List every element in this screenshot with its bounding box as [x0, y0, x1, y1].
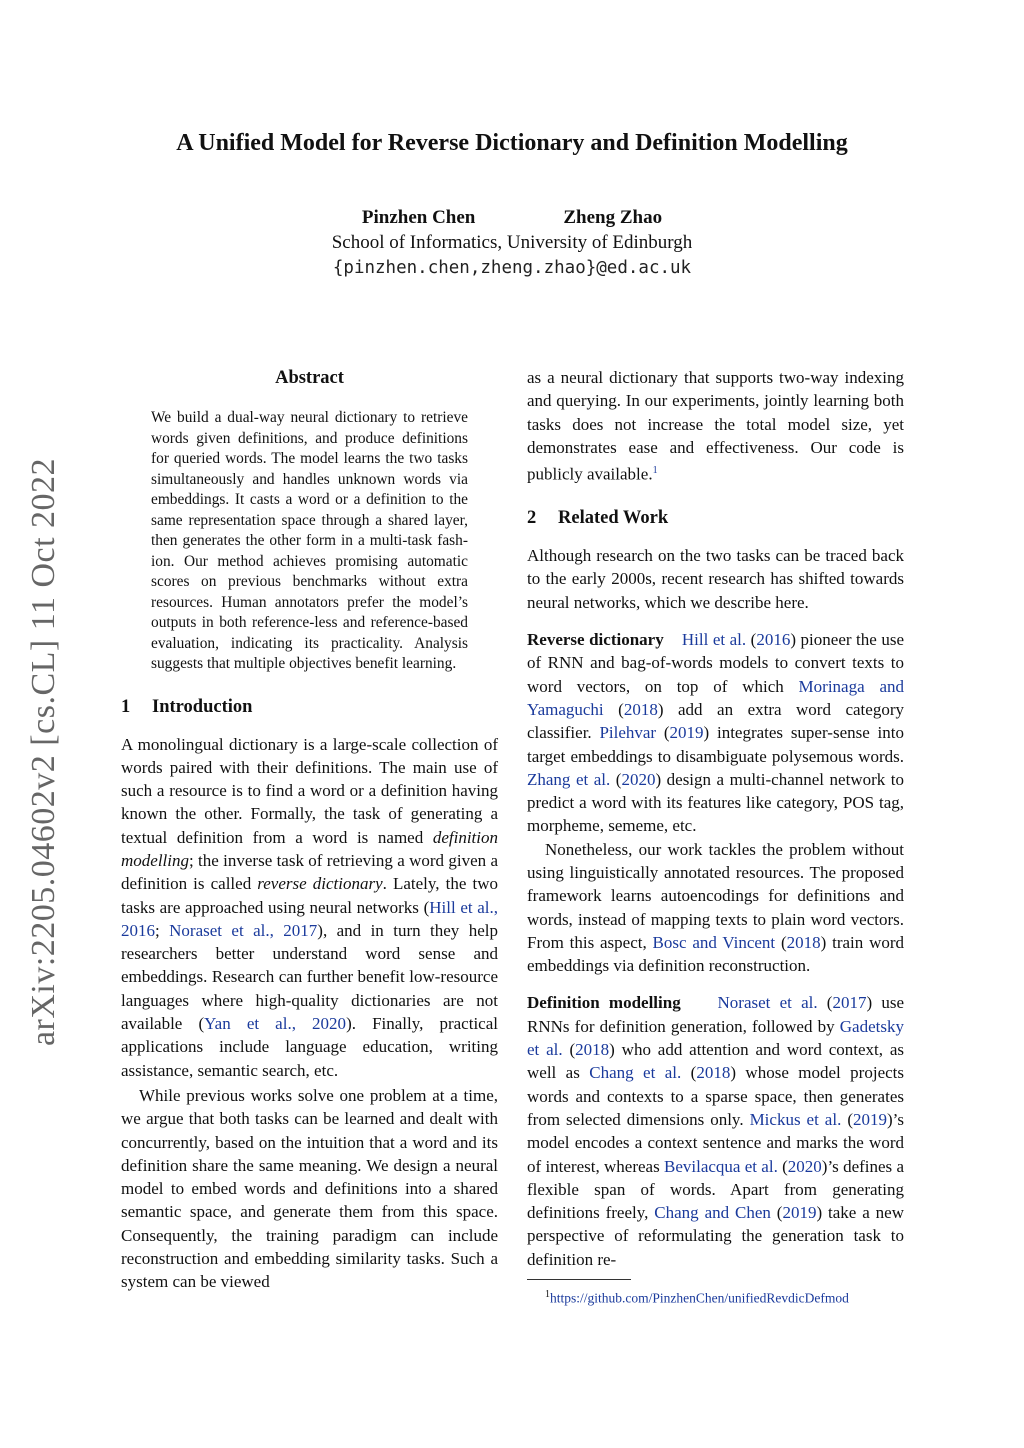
intro-paragraph-3: as a neural dictionary that supports two-way indexing and querying. In our experiments, jointly learning both tasks does not increase the total model size, yet demonstrates ease and effectiveness. Our code is publicly available.$^1$ [527, 368, 904, 484]
abstract-heading: Abstract [275, 368, 344, 388]
nonetheless-paragraph: Nonetheless, our work tackles the problem without using linguistically annotated resources. The proposed framework learns autoencodings for definitions and words, instead of mapping texts to plain word vectors. From this aspect, Bosc and Vincent (2018) train word embeddings via definition reconstruction. [527, 839, 905, 976]
intro-paragraph-1: A monolingual dictionary is a large-scale collection of words paired with their definitions. The main use of such a resource is to find a word or a definition having known the other. Formally, the task of generating a textual definition from a word is named definition modelling; the inverse task of retrieving a word given a definition is called reverse dictionary. Lately, the two tasks are approached using neural networks (Hill et al., 2016; Noraset et al., 2017), and in turn they help researchers better understand word sense and embeddings. Research can further benefit low-resource languages where high-quality dictionaries are not available (Yan et al., 2020). Finally, practical applications include language education, writing assistance, semantic search, etc. [121, 734, 498, 1080]
citation-link[interactable]: Bosc and Vincent [652, 932, 776, 952]
abstract-text: We build a dual-way neural dictionary to retrieve words given definitions, and produce definitions for queried words. The model learns the two tasks simultaneously and handles unknown words via embeddings. It casts a word or a definition to the same representation space through a shared layer, then generates the other form in a multi-task fashion. Our method achieves promising automatic scores on previous benchmarks without extra resources. Human annotators prefer the model’s outputs in both reference-less and reference-based evaluation, indicating its practicality. Analysis suggests that multiple objectives benefit learning. [151, 409, 468, 672]
citation-year-link[interactable]: 2020 [621, 769, 656, 789]
footnote-rule [527, 1279, 631, 1280]
citation-link[interactable]: Chang and Chen [654, 1203, 771, 1223]
citation-year-link[interactable]: 2019 [669, 723, 704, 743]
author-name: Pinzhen Chen [361, 207, 476, 228]
left-column [121, 366, 498, 1294]
citation-link[interactable]: Gadetsky et al. [527, 1016, 904, 1060]
citation-year-link[interactable]: 2019 [852, 1109, 887, 1129]
author-name: Zheng Zhao [563, 207, 663, 228]
author-email: {pinzhen.chen,zheng.zhao}@ed.ac.uk [332, 258, 692, 278]
citation-link[interactable]: Bevilacqua et al. [664, 1156, 778, 1176]
arxiv-identifier: arXiv:2205.04602v2 [cs.CL] 11 Oct 2022 [25, 457, 63, 1047]
reverse-dictionary-paragraph: Reverse dictionary Hill et al. (2016) pioneer the use of RNN and bag-of-words models to convert texts to word vectors, on top of which Morinaga and Yamaguchi (2018) add an extra word category classifier. Pilehvar (2019) integrates super-sense into target embeddings to disambiguate polysemous words. Zhang et al. (2020) design a multi-channel network to predict a word with its features like category, POS tag, morpheme, sememe, etc. [527, 630, 905, 836]
right-column [527, 366, 904, 1308]
citation-year-link[interactable]: 2018 [623, 699, 658, 719]
citation-link[interactable]: Hill et al., 2016 [121, 897, 498, 940]
citation-year-link[interactable]: 2018 [575, 1040, 610, 1060]
citation-year-link[interactable]: 2020 [787, 1156, 822, 1176]
citation-link[interactable]: Noraset et al. [717, 993, 818, 1013]
run-in-heading: Reverse dictionary [527, 630, 664, 650]
citation-link[interactable]: Pilehvar [599, 723, 657, 743]
author-list [0, 207, 1024, 229]
footnote-marker[interactable]: 1 [652, 465, 658, 477]
run-in-heading: Definition modelling [527, 993, 681, 1013]
paper-title: A Unified Model for Reverse Dictionary and Definition Modelling [176, 130, 848, 156]
related-work-paragraph-1: Although research on the two tasks can be traced back to the early 2000s, recent research has shifted towards neural networks, which we describe here. [527, 546, 904, 612]
citation-year-link[interactable]: 2018 [786, 932, 821, 952]
definition-modelling-paragraph: Definition modelling Noraset et al. (2017) use RNNs for definition generation, followed by Gadetsky et al. (2018) who add attention and word context, as well as Chang et al. (2018) whose model projects words and contexts to a sparse space, then generates from selected dimensions only. Mickus et al. (2019)’s model encodes a context sentence and marks the word of interest, whereas Bevilacqua et al. (2020)’s defines a flexible span of words. Apart from generating definitions freely, Chang and Chen (2019) take a new perspective of reformulating the generation task to definition re- [527, 993, 905, 1269]
citation-link[interactable]: Morinaga and Yamaguchi [527, 676, 904, 719]
intro-paragraph-2: While previous works solve one problem at a time, we argue that both tasks can be learned and dealt with concurrently, based on the intuition that a word and its definition share the same meaning. We design a neural model to embed words and definitions into a shared semantic space, and generate them from this space. Consequently, the training paradigm can include reconstruction and embedding similarity tasks. Such a system can be viewed [121, 1085, 498, 1292]
citation-link[interactable]: Noraset et al., 2017 [169, 920, 318, 940]
citation-link[interactable]: Hill et al. [681, 630, 747, 650]
citation-year-link[interactable]: 2018 [696, 1063, 731, 1083]
citation-link[interactable]: Zhang et al. [527, 769, 611, 789]
citation-link[interactable]: Yan et al., 2020 [204, 1014, 347, 1034]
footnote [545, 1286, 904, 1308]
section-heading-introduction: 1 Introduction [121, 696, 253, 717]
citation-year-link[interactable]: 2019 [782, 1203, 817, 1223]
section-heading-related-work: 2 Related Work [527, 508, 669, 529]
affiliation: School of Informatics, University of Edinburgh [331, 232, 693, 253]
footnote-url-link[interactable]: https://github.com/PinzhenChen/unifiedRevdicDefmod [550, 1290, 849, 1306]
footnote-number: 1 [545, 1289, 550, 1301]
citation-link[interactable]: Chang et al. [589, 1063, 682, 1083]
citation-year-link[interactable]: 2016 [756, 630, 791, 650]
citation-link[interactable]: Mickus et al. [749, 1109, 842, 1129]
citation-year-link[interactable]: 2017 [832, 993, 867, 1013]
